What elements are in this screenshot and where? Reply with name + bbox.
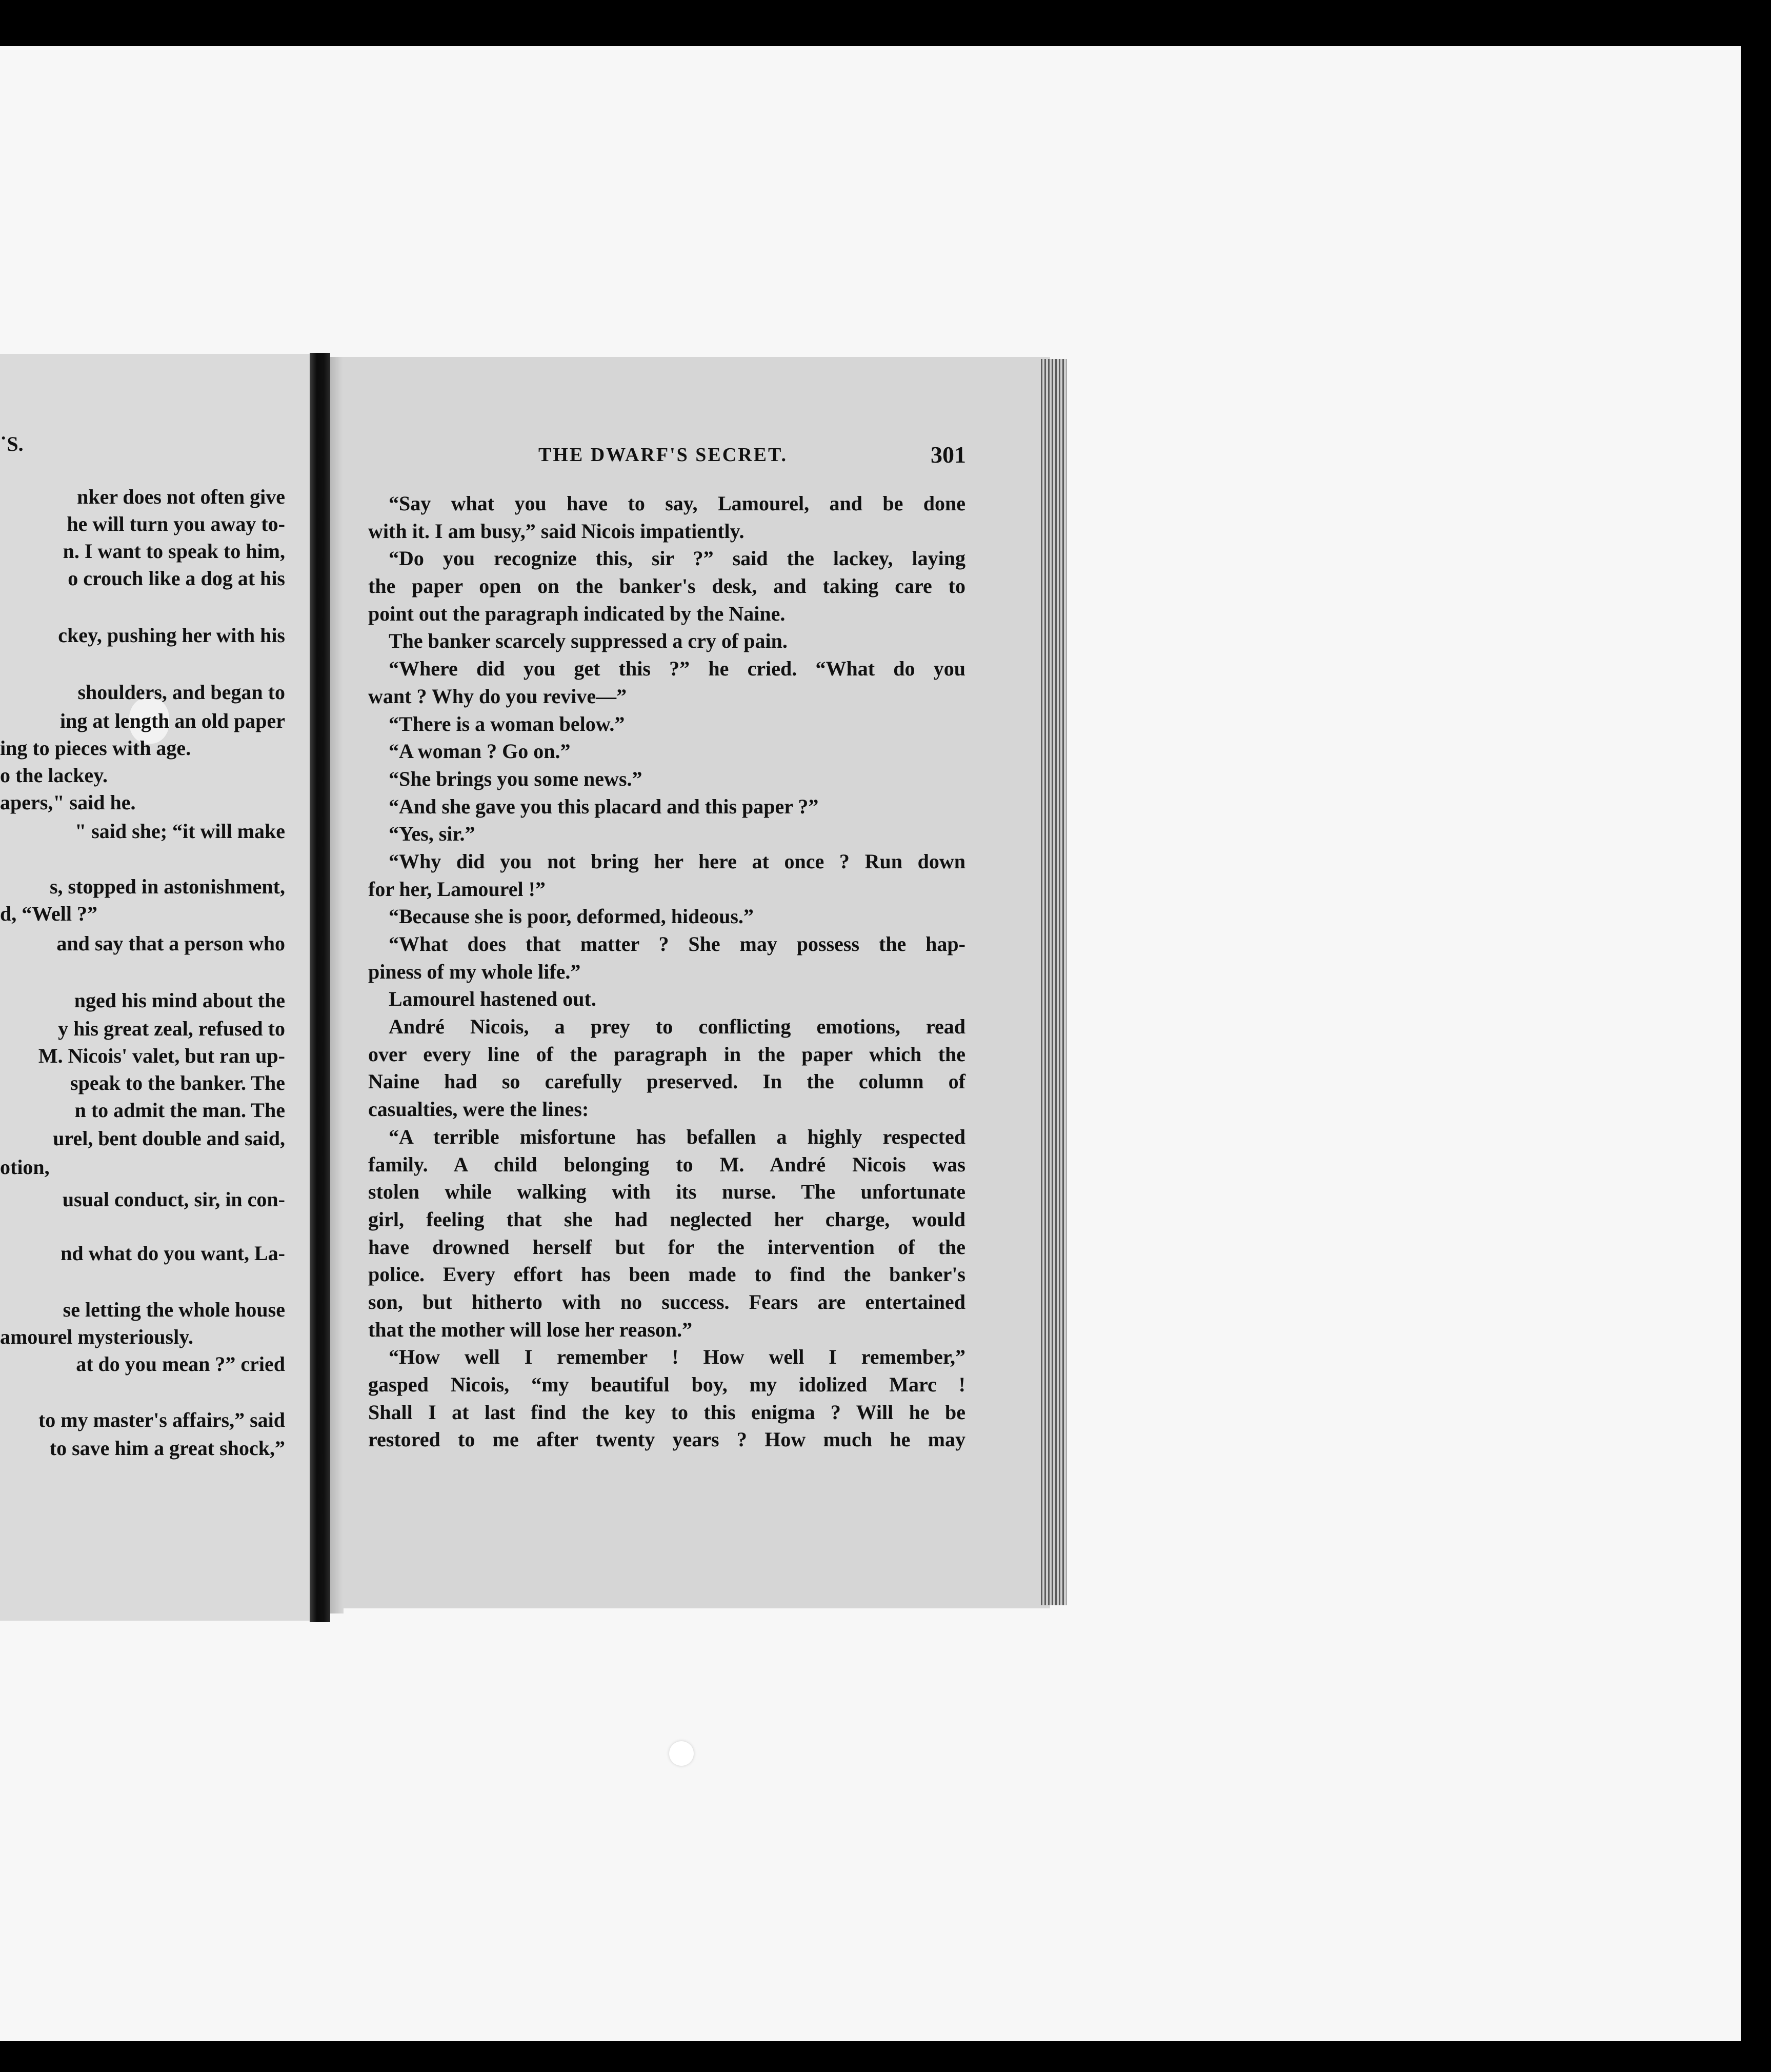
book-spine bbox=[310, 353, 330, 1622]
left-line: ing to pieces with age. bbox=[0, 736, 191, 760]
text-line: over every line of the paragraph in the paper which the bbox=[368, 1042, 965, 1066]
left-line: se letting the whole house bbox=[63, 1298, 285, 1321]
text-line: Shall I at last find the key to this enigma ? Will he be bbox=[368, 1400, 965, 1424]
text-line: The banker scarcely suppressed a cry of pain. bbox=[389, 629, 788, 653]
text-line: restored to me after twenty years ? How much he may bbox=[368, 1428, 965, 1451]
left-line: ing at length an old paper bbox=[60, 709, 285, 732]
left-line: he will turn you away to- bbox=[67, 512, 285, 535]
text-line: Naine had so carefully preserved. In the column of bbox=[368, 1070, 965, 1093]
left-line: shoulders, and began to bbox=[77, 681, 285, 704]
text-line: André Nicois, a prey to conflicting emotions, read bbox=[389, 1015, 965, 1039]
text-line: casualties, were the lines: bbox=[368, 1098, 589, 1121]
left-running-head: ˙S. bbox=[0, 432, 24, 455]
left-line: M. Nicois' valet, but ran up- bbox=[38, 1044, 285, 1067]
left-line: usual conduct, sir, in con- bbox=[62, 1188, 285, 1211]
left-line: and say that a person who bbox=[56, 932, 285, 955]
text-line: stolen while walking with its nurse. The unfortunate bbox=[368, 1180, 965, 1204]
left-line: amourel mysteriously. bbox=[0, 1325, 194, 1348]
left-line: s, stopped in astonishment, bbox=[49, 875, 285, 898]
left-line: at do you mean ?” cried bbox=[76, 1352, 285, 1376]
text-line: “A woman ? Go on.” bbox=[389, 740, 571, 763]
text-line: Lamourel hastened out. bbox=[389, 987, 596, 1011]
text-line: that the mother will lose her reason.” bbox=[368, 1318, 693, 1341]
scan-border-right bbox=[1741, 0, 1771, 2072]
left-line: " said she; “it will make bbox=[75, 820, 285, 843]
text-line: piness of my whole life.” bbox=[368, 960, 581, 983]
left-line: speak to the banker. The bbox=[70, 1071, 285, 1094]
text-line: “Because she is poor, deformed, hideous.” bbox=[389, 905, 754, 928]
scan-blemish bbox=[669, 1741, 694, 1766]
left-line: ckey, pushing her with his bbox=[58, 624, 285, 647]
text-line: “What does that matter ? She may possess the hap- bbox=[389, 932, 965, 955]
text-line: “A terrible misfortune has befallen a highly respected bbox=[389, 1125, 965, 1148]
text-line: family. A child belonging to M. André Nicois was bbox=[368, 1152, 965, 1176]
text-line: point out the paragraph indicated by the Naine. bbox=[368, 602, 786, 625]
page-edges bbox=[1041, 359, 1066, 1605]
left-line: to save him a great shock,” bbox=[49, 1437, 285, 1460]
text-line: “Where did you get this ?” he cried. “What do you bbox=[389, 657, 965, 681]
text-line: the paper open on the banker's desk, and taking care to bbox=[368, 574, 965, 598]
text-line: “And she gave you this placard and this paper ?” bbox=[389, 794, 819, 818]
text-line: “She brings you some news.” bbox=[389, 767, 642, 790]
left-line: y his great zeal, refused to bbox=[58, 1017, 285, 1040]
text-line: “There is a woman below.” bbox=[389, 712, 625, 735]
text-line: police. Every effort has been made to find the banker's bbox=[368, 1263, 965, 1286]
text-line: “Do you recognize this, sir ?” said the lackey, laying bbox=[389, 547, 965, 570]
left-line: o crouch like a dog at his bbox=[68, 567, 285, 590]
right-page-body bbox=[368, 490, 965, 1453]
running-head: THE DWARF'S SECRET. bbox=[538, 444, 788, 466]
left-line: n. I want to speak to him, bbox=[63, 540, 285, 563]
text-line: with it. I am busy,” said Nicois impatiently. bbox=[368, 519, 744, 543]
text-line: “Why did you not bring her here at once ? Run down bbox=[389, 849, 965, 873]
left-line: nd what do you want, La- bbox=[61, 1242, 285, 1265]
text-line: “Yes, sir.” bbox=[389, 822, 475, 846]
left-line: d, “Well ?” bbox=[0, 902, 98, 925]
left-line: otion, bbox=[0, 1155, 50, 1179]
gutter-shadow bbox=[330, 357, 344, 1613]
text-line: girl, feeling that she had neglected her charge, would bbox=[368, 1207, 965, 1231]
left-line: nker does not often give bbox=[77, 485, 285, 508]
page-number: 301 bbox=[931, 442, 966, 468]
text-line: son, but hitherto with no success. Fears are entertained bbox=[368, 1290, 965, 1313]
left-line: apers," said he. bbox=[0, 791, 136, 814]
text-line: want ? Why do you revive—” bbox=[368, 684, 627, 708]
text-line: for her, Lamourel !” bbox=[368, 877, 546, 901]
left-line: to my master's affairs,” said bbox=[38, 1408, 285, 1431]
left-line: urel, bent double and said, bbox=[53, 1127, 285, 1150]
left-line: n to admit the man. The bbox=[74, 1099, 285, 1122]
left-line: nged his mind about the bbox=[74, 989, 285, 1012]
text-line: gasped Nicois, “my beautiful boy, my idolized Marc ! bbox=[368, 1373, 965, 1396]
text-line: “Say what you have to say, Lamourel, and be done bbox=[389, 492, 965, 515]
left-line: o the lackey. bbox=[0, 764, 108, 787]
scan-border-bottom bbox=[0, 2041, 1771, 2072]
text-line: have drowned herself but for the intervention of the bbox=[368, 1235, 965, 1259]
text-line: “How well I remember ! How well I remember,” bbox=[389, 1345, 965, 1369]
